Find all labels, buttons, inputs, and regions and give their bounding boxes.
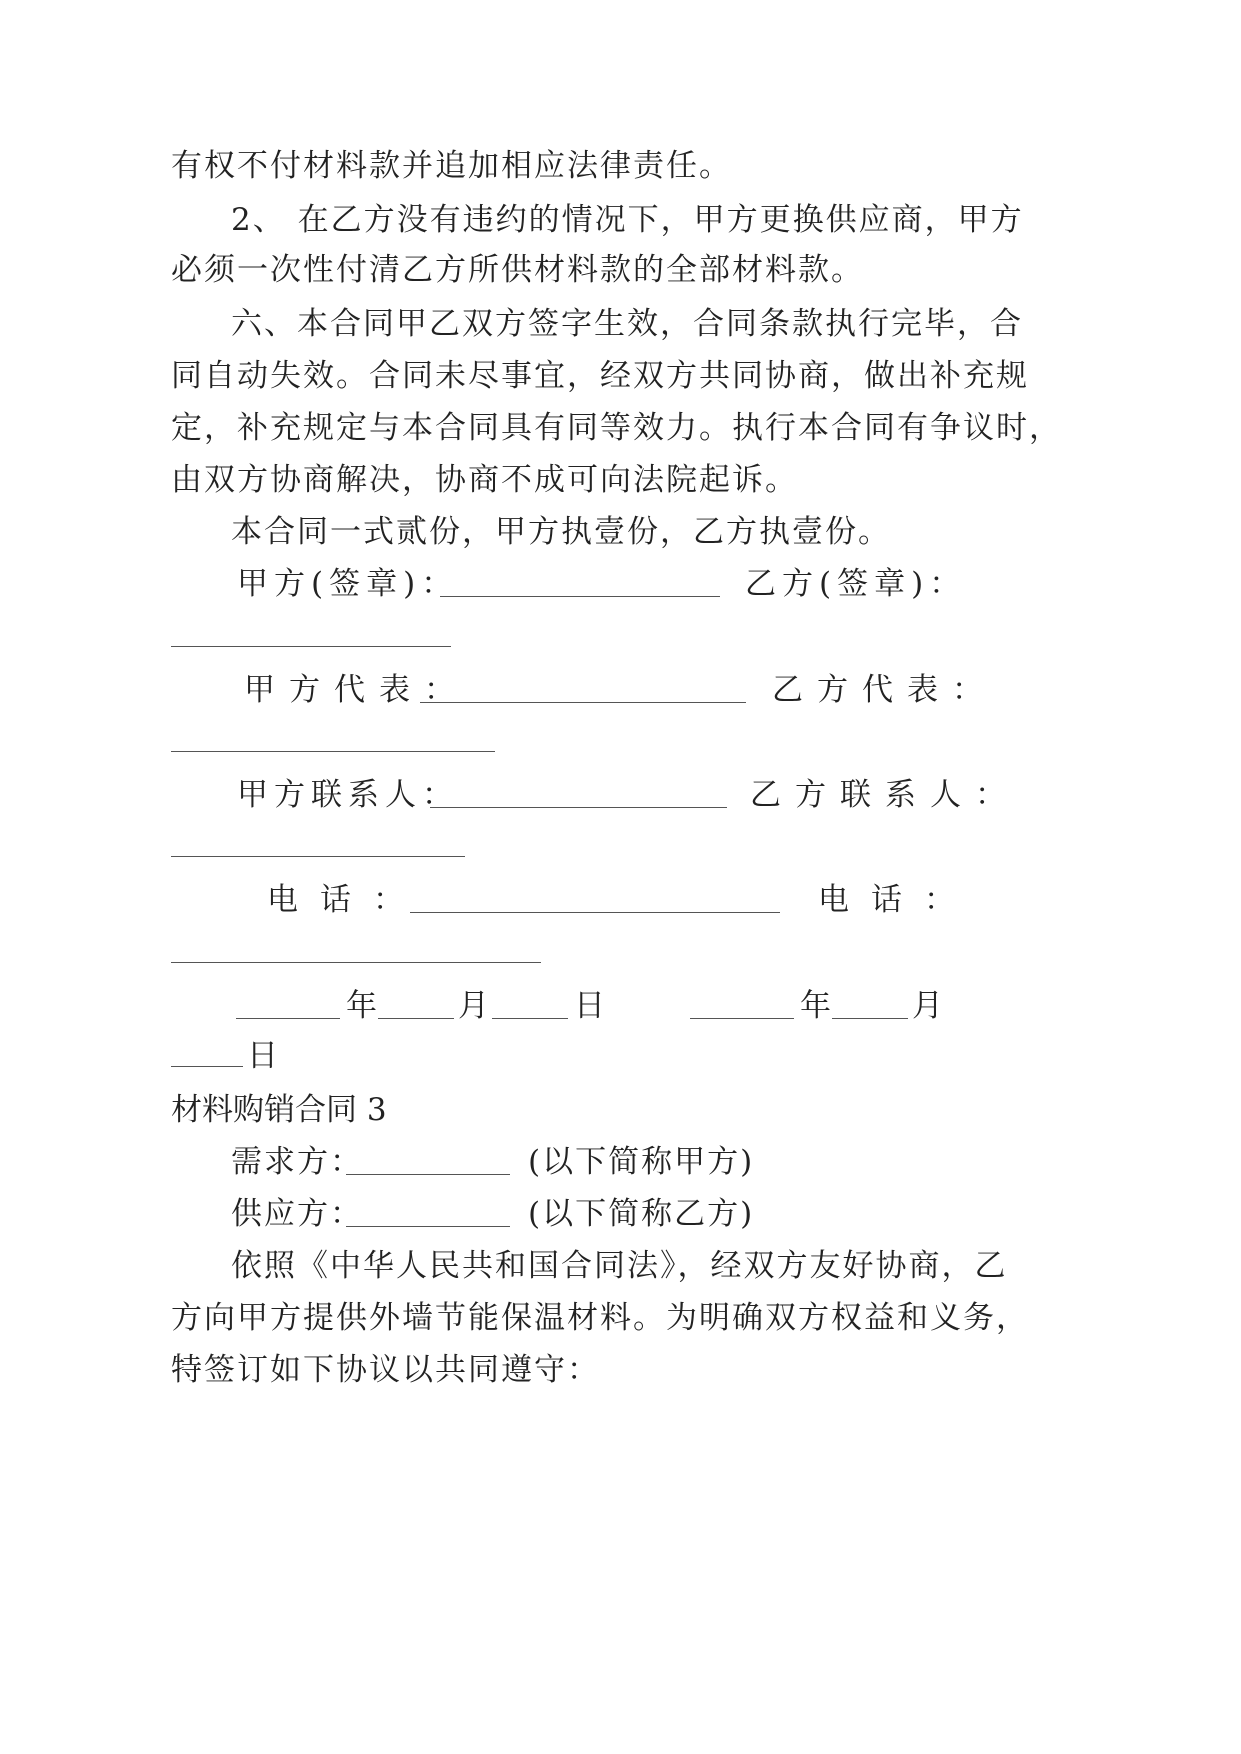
party-b-rep-label: 乙方代表： [772,672,997,708]
paragraph-line: 本合同一式贰份，甲方执壹份，乙方执壹份。 [231,514,891,550]
party-b-seal-line [171,646,451,647]
paragraph-line: 必须一次性付清乙方所供材料款的全部材料款。 [171,252,864,288]
paragraph-line: 2、 在乙方没有违约的情况下，甲方更换供应商，甲方 [231,202,1024,238]
party-b-contact-label: 乙方联系人： [750,777,1020,813]
date-a-day-line [492,1018,568,1019]
demander-note: (以下简称甲方) [528,1144,755,1180]
paragraph-line: 同自动失效。合同未尽事宜，经双方共同协商，做出补充规 [171,358,1029,394]
demander-label: 需求方： [231,1144,363,1180]
date-a-year-line [236,1018,340,1019]
supplier-label: 供应方： [231,1196,363,1232]
party-a-rep-label: 甲方代表： [244,672,469,708]
date-b-month-line [832,1018,908,1019]
party-b-rep-line [171,751,495,752]
paragraph-line: 依照《中华人民共和国合同法》，经双方友好协商，乙 [231,1248,1008,1284]
supplier-line [346,1226,510,1227]
party-a-seal-line [440,596,720,597]
party-a-seal-label: 甲方(签章)： [237,566,459,602]
date-b-day-line [171,1066,243,1067]
party-a-rep-line [420,702,746,703]
party-a-contact-label: 甲方联系人： [237,777,459,813]
paragraph-line: 由双方协商解决，协商不成可向法院起诉。 [171,462,798,498]
paragraph-line: 特签订如下协议以共同遵守： [171,1352,600,1388]
paragraph-line: 方向甲方提供外墙节能保温材料。为明确双方权益和义务， [171,1300,1029,1336]
party-a-contact-line [430,807,727,808]
supplier-note: (以下简称乙方) [528,1196,755,1232]
phone-b-line [171,962,541,963]
date-a-day-label: 日 [574,988,607,1024]
phone-a-label: 电话： [267,882,426,918]
date-a-year-label: 年 [346,988,379,1024]
date-a-month-label: 月 [458,988,491,1024]
paragraph-line: 六、本合同甲乙双方签字生效，合同条款执行完毕，合 [231,306,1023,342]
phone-a-line [410,912,780,913]
section-title: 材料购销合同 3 [171,1092,387,1128]
date-b-year-label: 年 [800,988,833,1024]
paragraph-line: 有权不付材料款并追加相应法律责任。 [171,148,732,184]
date-b-day-label: 日 [247,1038,280,1074]
date-b-year-line [690,1018,794,1019]
phone-b-label: 电话： [818,882,977,918]
demander-line [346,1174,510,1175]
paragraph-line: 定，补充规定与本合同具有同等效力。执行本合同有争议时， [171,410,1062,446]
date-a-month-line [378,1018,454,1019]
party-b-seal-label: 乙方(签章)： [745,566,967,602]
party-b-contact-line [171,856,465,857]
date-b-month-label: 月 [912,988,945,1024]
